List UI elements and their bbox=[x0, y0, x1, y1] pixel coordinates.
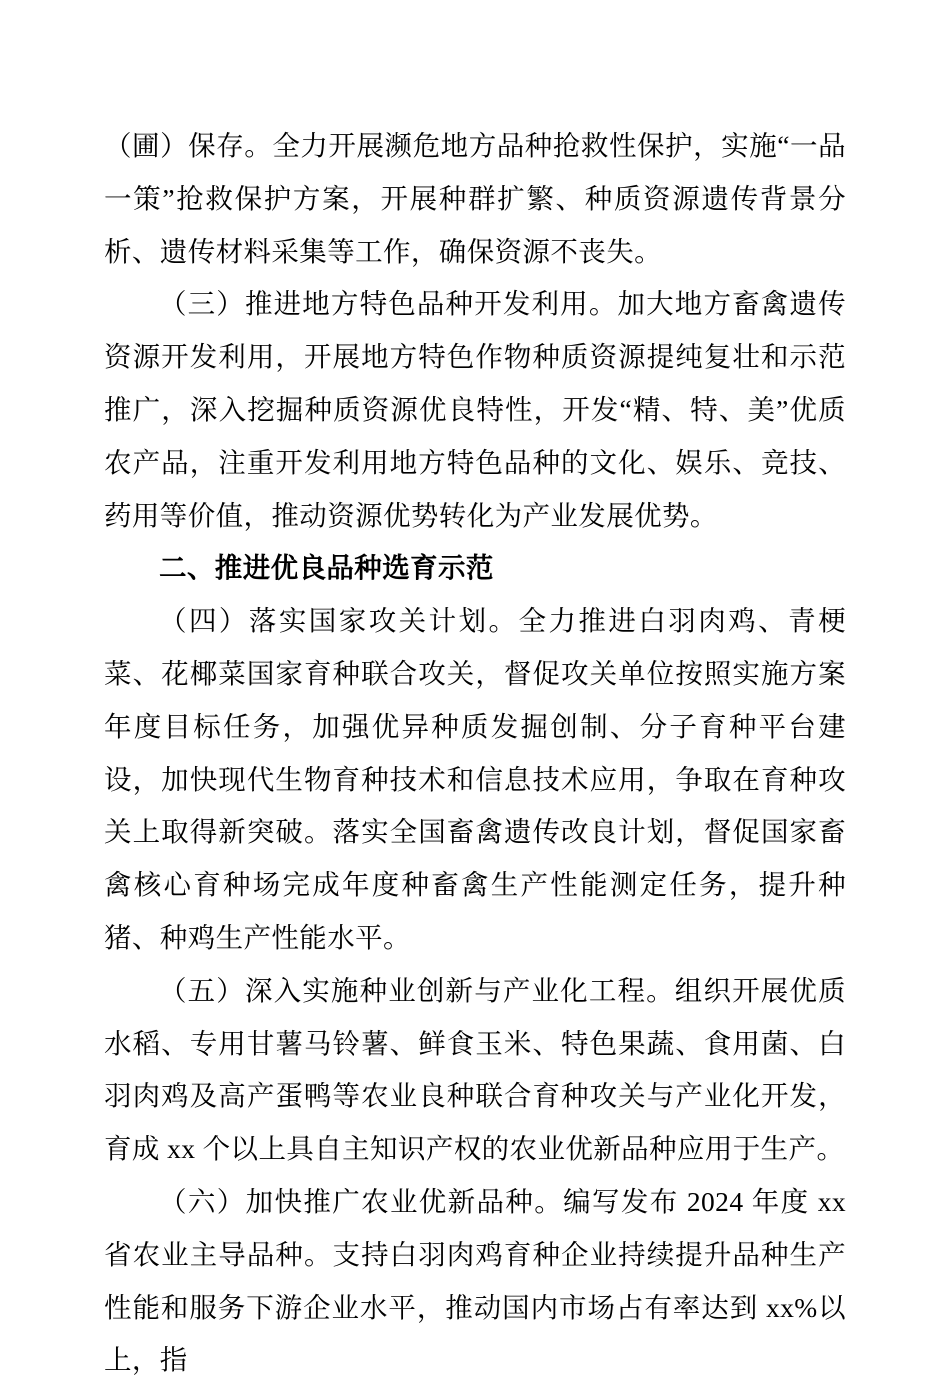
document-body bbox=[104, 120, 846, 1387]
paragraph-item-six: （六）加快推广农业优新品种。编写发布 2024 年度 xx 省农业主导品种。支持白羽肉鸡育种企业持续提升品种生产性能和服务下游企业水平，推动国内市场占有率达到 xx%以上，指 bbox=[104, 1185, 846, 1376]
paragraph-section-three: （三）推进地方特色品种开发利用。加大地方畜禽遗传资源开发利用，开展地方特色作物种质资源提纯复壮和示范推广，深入挖掘种质资源优良特性，开发“精、特、美”优质农产品，注重开发利用地方特色品种的文化、娱乐、竞技、药用等价值，推动资源优势转化为产业发展优势。 bbox=[104, 288, 846, 531]
section-heading-two: 二、推进优良品种选育示范 bbox=[159, 552, 494, 584]
paragraph-continuation: （圃）保存。全力开展濒危地方品种抢救性保护，实施“一品一策”抢救保护方案，开展种群扩繁、种质资源遗传背景分析、遗传材料采集等工作，确保资源不丧失。 bbox=[104, 130, 846, 267]
paragraph-item-four: （四）落实国家攻关计划。全力推进白羽肉鸡、青梗菜、花椰菜国家育种联合攻关，督促攻关单位按照实施方案年度目标任务，加强优异种质发掘创制、分子育种平台建设，加快现代生物育种技术和信息技术应用，争取在育种攻关上取得新突破。落实全国畜禽遗传改良计划，督促国家畜禽核心育种场完成年度种畜禽生产性能测定任务，提升种猪、种鸡生产性能水平。 bbox=[104, 605, 846, 953]
paragraph-item-five: （五）深入实施种业创新与产业化工程。组织开展优质水稻、专用甘薯马铃薯、鲜食玉米、特色果蔬、食用菌、白羽肉鸡及高产蛋鸭等农业良种联合育种攻关与产业化开发，育成 xx 个以上具自主知识产权的农业优新品种应用于生产。 bbox=[104, 974, 846, 1165]
